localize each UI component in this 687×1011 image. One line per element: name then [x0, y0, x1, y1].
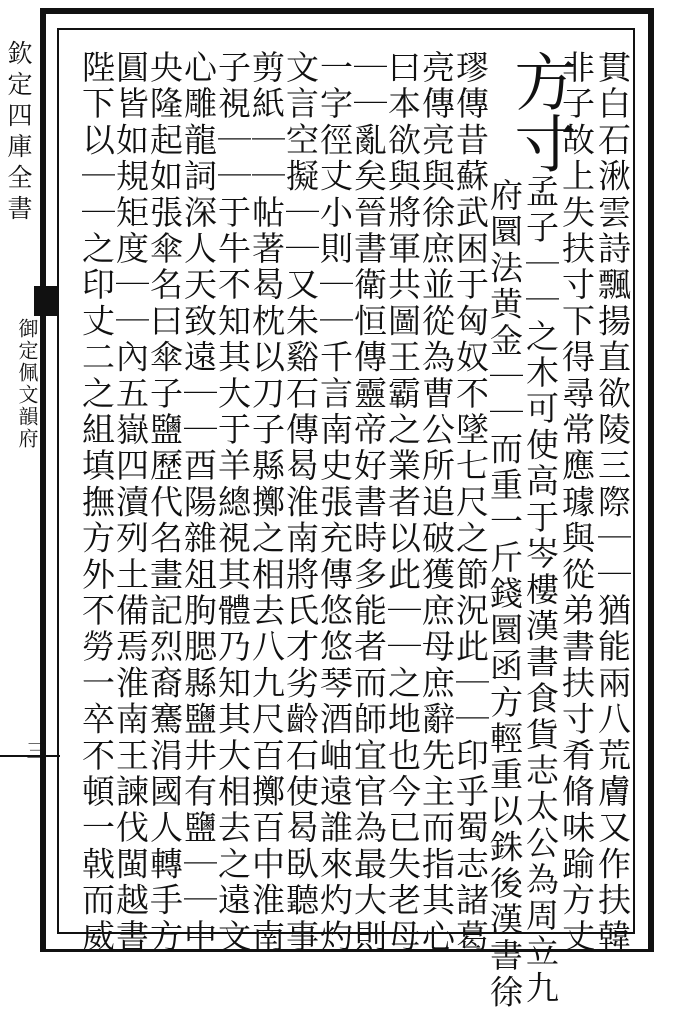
text-column-6: 亮傳亮與徐庶並從為曹公所追破獲庶母庶辭先主而指其心: [417, 50, 456, 955]
book-title: 欽定四庫全書: [4, 40, 33, 226]
entry-heading: 方寸: [504, 50, 577, 174]
text-column-8: ｜｜亂矣晉書衛恒傳靈帝好書時多能者而師宜官為最大則: [349, 50, 388, 955]
text-column-10: 文言空擬｜｜又朱谿石傳曷淮南將氏才劣齡石使曷臥聽事: [281, 50, 320, 955]
text-column-4: 府圜法黄金｜｜而重一斤錢圜函方輕重以銖後漢書徐: [485, 178, 524, 1011]
fish-tail-mark: [34, 286, 58, 316]
text-block: [59, 30, 633, 1011]
page-number: 三: [23, 740, 47, 760]
text-column-3: 方寸孟子｜｜之木可使高于岑樓漢書食貨志太公為周立九: [504, 50, 577, 1007]
text-column-7: 曰本欲與將軍共圖王霸之業者以此｜｜之地也今已失老母: [383, 50, 422, 955]
text-column-12: 子視｜｜于牛不知其大于羊總視其體乃知其大相去之遠文: [213, 50, 252, 955]
text-column-2: 非子故上失扶寸下得尋常應璩與從弟書扶寸肴脩味踰方丈: [557, 50, 596, 955]
text-column-11: 剪紙｜｜帖著曷枕以刀子縣擲之相去八九尺百擲百中淮南: [247, 50, 286, 955]
text-column-9: 一字徑丈小則｜｜千言南史張充傳悠悠琴酒岫遠誰來灼灼: [315, 50, 354, 955]
text-column-1: 貫白石湫雲詩飄揚直欲陵三際｜｜猶能兩八荒膚又作扶韓: [593, 50, 632, 955]
text-column-15: 圓皆如規矩度｜｜內五嶽四瀆列土備焉淮南王諫伐閩越書: [111, 50, 150, 955]
text-column-13: 心雕龍詞深人天致遠｜｜酉陽雜俎朐腮縣鹽井有鹽｜｜中: [179, 50, 218, 955]
text-column-5: 璆傳昔蘇武困于匈奴不墜七尺之節況此｜｜印乎蜀志諸葛: [451, 50, 490, 955]
text-column-14: 央隆起如張傘名曰傘子鹽歷代名畫記烈裔騫涓國人轉手方: [145, 50, 184, 955]
volume-title: 御定佩文韻府: [15, 318, 39, 450]
text-column-16: 陛下以｜｜之印丈二之組填撫方外不勞一卒不頓一戟而威: [77, 50, 116, 955]
